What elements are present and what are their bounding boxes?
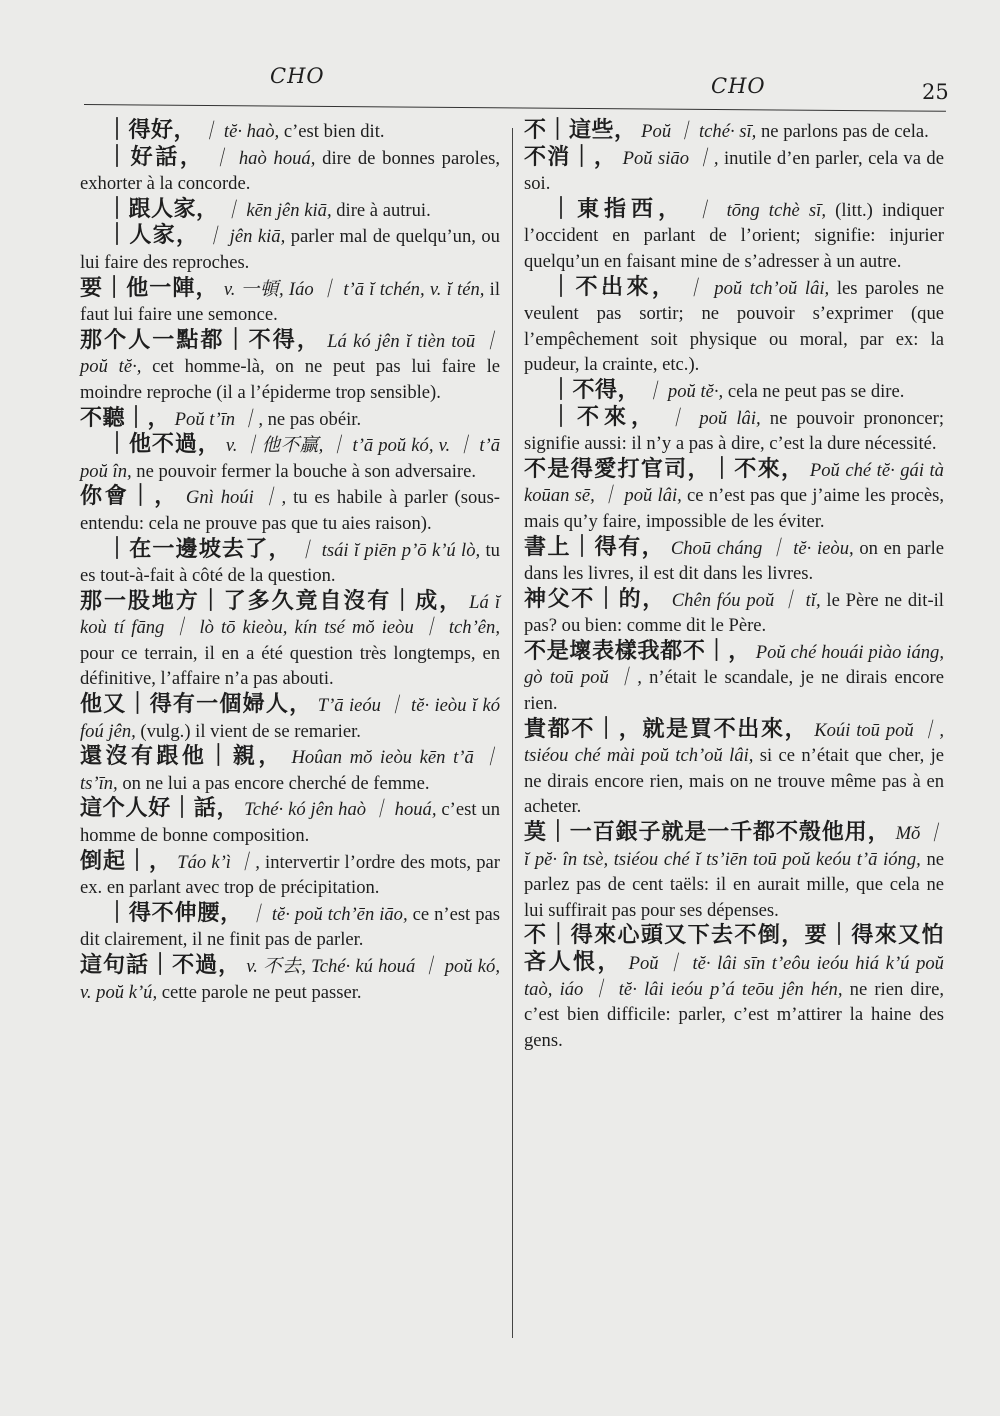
dictionary-entry (80, 276, 500, 328)
chinese-phrase: ｜好話， (106, 144, 205, 170)
chinese-phrase: 不消｜， (524, 144, 618, 170)
french-definition: si ce n’était que cher, je ne dirais encore rien, mais on ne trouve même pas à en acheter. (524, 745, 944, 818)
dictionary-entry (524, 587, 944, 639)
french-definition: le Père ne dit-il pas? ou bien: comme dit le Père. (524, 589, 944, 637)
french-definition: ne parlez pas de cent taëls: il en aurait mille, que cela ne lui suffirait pas pour ses dépenses. (524, 848, 945, 921)
chinese-phrase: ｜跟人家， (106, 196, 219, 222)
chinese-phrase: ｜不出來， (550, 274, 678, 300)
dictionary-entry (80, 328, 500, 406)
french-definition: n’était le scandale, je ne dirais encore rien. (524, 667, 944, 715)
dictionary-entry (524, 378, 944, 405)
dictionary-entry (80, 901, 500, 953)
chinese-phrase: 還沒有跟他｜親， (80, 744, 284, 770)
dictionary-entry (80, 145, 500, 197)
romanization: Gnì hoúi ｜, (185, 487, 287, 509)
dictionary-entry (524, 405, 944, 457)
french-definition: intervertir l’ordre des mots, par ex. en parlant avec trop de précipitation. (80, 851, 500, 899)
romanization: v. 不去, Tché· kú houá ｜ poŭ kó, v. poŭ k’ú, (80, 956, 500, 1003)
dictionary-entry (80, 432, 500, 484)
romanization: ｜ kēn jên kiā, (223, 199, 332, 221)
french-definition: ne pas obéir. (262, 408, 362, 430)
left-running-head: CHO (270, 64, 325, 88)
chinese-phrase: 你會｜， (80, 484, 180, 510)
romanization: ｜ poŭ tch’oŭ lâi, (685, 277, 830, 299)
dictionary-entry (524, 275, 944, 378)
dictionary-entry (80, 953, 500, 1005)
dictionary-entry (80, 537, 500, 589)
chinese-phrase: ｜他不過， (106, 432, 221, 458)
dictionary-entry (80, 406, 500, 433)
romanization: Poŭ ché tĕ· gái tà koūan sē, ｜ poŭ lâi, (524, 459, 944, 507)
chinese-phrase: 不聽｜， (80, 405, 171, 431)
chinese-phrase: 不｜這些， (524, 118, 637, 143)
dictionary-entry (80, 849, 500, 901)
chinese-phrase: ｜在一邊坡去了， (106, 536, 292, 562)
french-definition: ce n’est pas dit clairement, il ne finit pas de parler. (80, 903, 500, 951)
right-running-head: CHO (711, 74, 766, 98)
dictionary-entry (524, 717, 944, 820)
romanization: Poŭ ché houái piào iáng, gò toū poŭ ｜, (524, 641, 944, 689)
romanization: Lá ĭ koù tí fāng ｜ lò tō kieòu, kín tsé mŏ ieòu ｜ tch’ên, (80, 591, 500, 639)
chinese-phrase: ｜得不伸腰， (106, 900, 243, 926)
chinese-phrase: 不｜得來心頭又下去不倒，要｜得來又怕吝人恨， (524, 923, 944, 975)
romanization: T’ā ieóu ｜ tĕ· ieòu ĭ kó foú jên, (80, 695, 500, 742)
french-definition: cet homme-là, on ne peut pas lui faire le moindre reproche (il a l’épiderme trop sensible). (80, 356, 500, 403)
french-definition: c’est un homme de bonne composition. (80, 799, 500, 847)
romanization: ｜ poŭ lâi, (667, 407, 761, 429)
dictionary-entry (524, 923, 944, 1053)
french-definition: ne rien dire, c’est bien difficile: parler, c’est m’attirer la haine des gens. (524, 978, 944, 1051)
french-definition: ne parlons pas de cela. (756, 121, 929, 142)
romanization: v. ｜他不贏, ｜ t’ā poŭ kó, v. ｜ t’ā poŭ în, (80, 435, 500, 482)
chinese-phrase: 莫｜一百銀子就是一千都不殼他用， (524, 820, 891, 846)
french-definition: ne pouvoir fermer la bouche à son adversaire. (131, 460, 477, 482)
chinese-phrase: ｜得好， (106, 118, 197, 143)
chinese-phrase: ｜不得， (550, 377, 641, 403)
page-header (0, 62, 1000, 106)
french-definition: (litt.) indiquer l’occident en parlant de l’orient; signifie: injurier quelqu’un en faisant mine de s’adresser à un autre. (524, 199, 944, 272)
french-definition: on en parle dans les livres, il est dit dans les livres. (524, 537, 944, 585)
chinese-phrase: 神父不｜的， (524, 586, 666, 612)
page-number: 25 (922, 80, 949, 104)
romanization: Poŭ t’īn ｜, (174, 408, 263, 430)
dictionary-entry (524, 820, 944, 923)
chinese-phrase: 那个人一點都｜不得， (80, 327, 321, 353)
romanization: ｜ tōng tchè sī, (694, 199, 826, 221)
romanization: ｜ tĕ· poŭ tch’ēn iāo, (247, 903, 408, 925)
chinese-phrase: 這句話｜不過， (80, 953, 242, 978)
french-definition: les paroles ne veulent pas sortir; ne pouvoir s’exprimer (que l’empêchement soit physique ou moral, par ex: la pudeur, la crainte, etc.). (524, 277, 944, 376)
chinese-phrase: 書上｜得有， (524, 534, 666, 560)
chinese-phrase: ｜不來， (550, 404, 658, 430)
french-definition: on ne lui a pas encore cherché de femme. (117, 772, 430, 794)
french-definition: c’est bien dit. (279, 121, 385, 142)
dictionary-entry (80, 118, 500, 145)
french-definition: inutile d’en parler, cela va de soi. (524, 147, 944, 195)
chinese-phrase: 不是壞表樣我都不｜， (524, 638, 751, 664)
french-definition: ne pouvoir prononcer; signifie aussi: il n’y a pas à dire, c’est la dure nécessité. (524, 407, 944, 455)
dictionary-entry (80, 223, 500, 275)
french-definition: dire de bonnes paroles, exhorter à la concorde. (80, 147, 500, 195)
dictionary-entry (524, 145, 944, 197)
dictionary-entry (80, 692, 500, 744)
romanization: ｜ tsái ĭ piēn p’ō k’ú lò, (297, 539, 481, 561)
dictionary-entry (524, 118, 944, 145)
dictionary-entry (80, 744, 500, 796)
french-definition: (vulg.) il vient de se remarier. (135, 720, 361, 742)
romanization: Lá kó jên ĭ tièn toū ｜ poŭ tĕ·, (80, 330, 500, 378)
romanization: Poŭ siāo ｜, (622, 147, 719, 169)
dictionary-entry (80, 484, 500, 536)
chinese-phrase: 他又｜得有一個婦人， (80, 692, 313, 718)
chinese-phrase: 不是得愛打官司，｜不來， (524, 456, 805, 482)
romanization: ｜ haò houá, (211, 147, 316, 169)
romanization: ｜ jên kiā, (204, 226, 286, 248)
romanization: ｜ poŭ tĕ·, (644, 380, 724, 402)
chinese-phrase: ｜人家， (106, 223, 200, 249)
romanization: Hoûan mŏ ieòu kēn t’ā ｜ ts’īn, (80, 747, 500, 794)
french-definition: cette parole ne peut passer. (157, 981, 362, 1003)
romanization: ｜ tĕ· haò, (200, 121, 280, 142)
left-column (80, 118, 500, 1005)
dictionary-entry (524, 639, 944, 717)
chinese-phrase: 要｜他一陣， (80, 275, 219, 301)
romanization: Chên fóu poŭ ｜ tĭ, (671, 589, 821, 611)
dictionary-entry (524, 535, 944, 587)
french-definition: ce n’est pas que j’aime les procès, mais qu’y faire, impossible de les éviter. (524, 485, 944, 532)
chinese-phrase: 這个人好｜話， (80, 796, 240, 822)
romanization: Poŭ ｜ tĕ· lâi sīn t’eôu ieóu hiá k’ú poŭ taò, iáo ｜ tĕ· lâi ieóu p’á teōu jên hén, (524, 953, 944, 1000)
dictionary-entry (80, 197, 500, 224)
chinese-phrase: ｜東指西， (550, 196, 686, 222)
french-definition: cela ne peut pas se dire. (723, 380, 905, 402)
french-definition: dire à autrui. (331, 199, 431, 221)
dictionary-entry (80, 796, 500, 848)
right-column (524, 118, 944, 1053)
romanization: Táo k’ì ｜, (177, 851, 260, 873)
french-definition: tu es habile à parler (sous-entendu: cela ne prouve pas que tu aies raison). (80, 487, 500, 534)
dictionary-entry (524, 197, 944, 275)
french-definition: parler mal de quelqu’un, ou lui faire des reproches. (80, 226, 500, 273)
dictionary-entry (80, 589, 500, 692)
romanization: Mŏ ｜ ĭ pĕ· în tsè, tsiéou ché ĭ ts’iēn toū poŭ keóu t’ā ióng, (524, 823, 944, 870)
chinese-phrase: 貴都不｜，就是買不出來， (524, 716, 809, 742)
romanization: Tché· kó jên haò ｜ houá, (244, 799, 437, 821)
chinese-phrase: 那一股地方｜了多久竟自沒有｜成， (80, 588, 464, 614)
column-divider (512, 128, 513, 1338)
french-definition: pour ce terrain, il en a été question très longtemps, en définitive, l’affaire n’a pas abouti. (80, 642, 500, 690)
dictionary-entry (524, 457, 944, 535)
romanization: Choū cháng ｜ tĕ· ieòu, (670, 537, 854, 559)
chinese-phrase: 倒起｜， (80, 848, 173, 874)
romanization: Poŭ ｜ tché· sī, (641, 121, 757, 142)
french-definition: tu es tout-à-fait à côté de la question. (80, 539, 500, 587)
romanization: v. 一頓, Iáo ｜ t’ā ĭ tchén, v. ĭ tén, (223, 278, 485, 300)
romanization: Koúi toū poŭ ｜, tsiéou ché mài poŭ tch’oŭ lâi, (524, 719, 945, 767)
french-definition: il faut lui faire une semonce. (80, 278, 501, 326)
